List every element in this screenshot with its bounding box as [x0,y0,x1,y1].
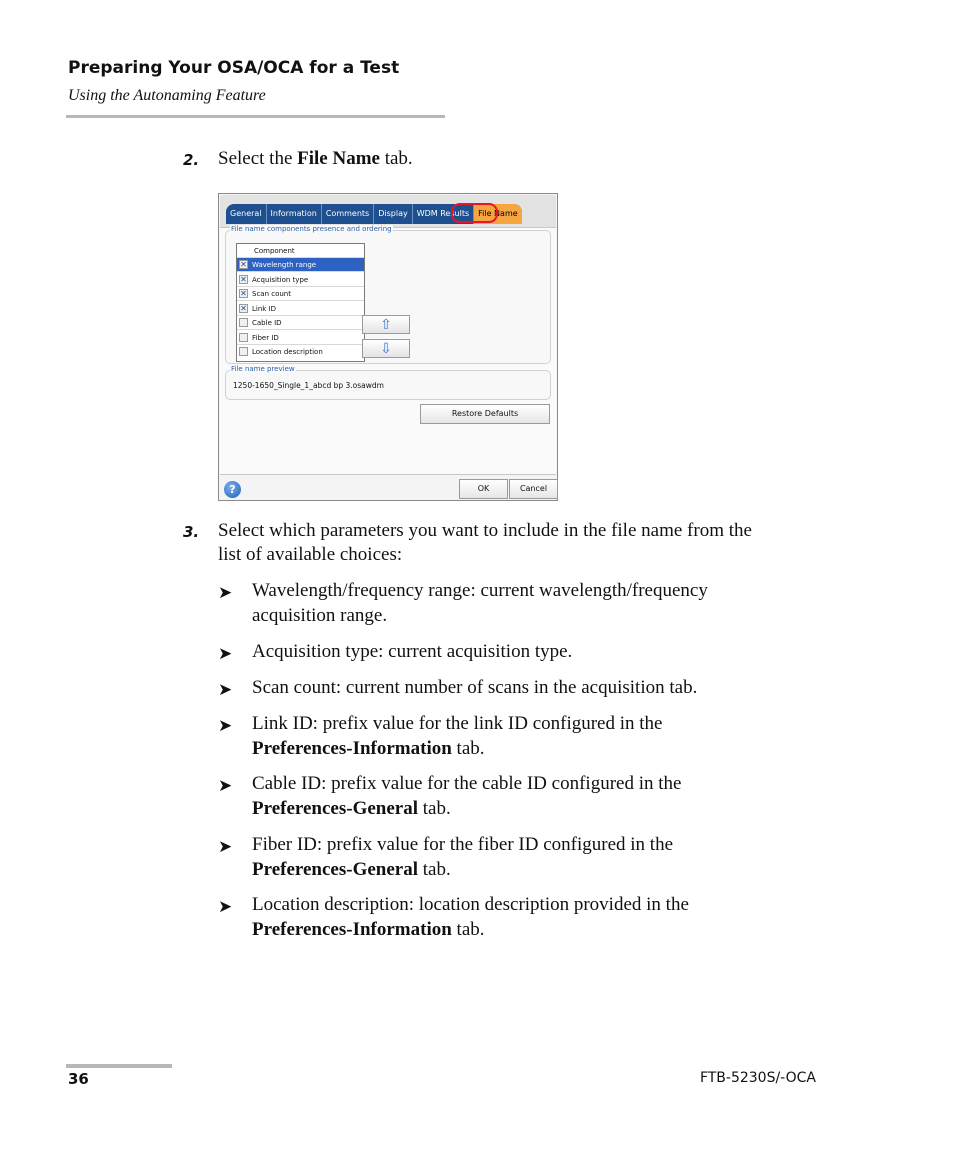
step-2-bold: File Name [297,148,380,169]
file-name-tab-screenshot [218,193,558,501]
bullet-wavelength-range: Wavelength/frequency range: current wavelength/frequency acquisition range. [252,580,708,626]
preview-group-title: File name preview [231,365,295,373]
step-3-number: 3. [183,523,200,541]
bullet-acquisition-type: Acquisition type: current acquisition type. [252,641,573,662]
checkbox[interactable]: ✕ [240,304,247,313]
bullet-arrow-icon: ➤ [218,716,233,736]
bullet-arrow-icon: ➤ [218,644,233,664]
bullet-arrow-icon: ➤ [218,897,233,917]
page-number: 36 [68,1070,89,1088]
checkbox[interactable] [239,333,248,342]
list-item-scan-count[interactable]: ✕ Scan count [237,287,364,301]
footer-rule [66,1064,172,1068]
move-up-button[interactable] [362,315,410,334]
file-name-panel [220,225,556,475]
bullet-fiber-id: Fiber ID: prefix value for the fiber ID configured in the Preferences-General tab. [252,834,674,880]
file-name-preview: 1250-1650_Single_1_abcd bp 3.osawdm [233,381,384,390]
step-2-number: 2. [183,151,200,169]
components-group-title: File name components presence and ordering [231,225,392,233]
list-item-location-description[interactable]: Location description [237,345,364,359]
running-header-subtitle: Using the Autonaming Feature [68,87,266,104]
tab-bar [220,195,556,228]
bullet-arrow-icon: ➤ [218,776,233,796]
list-item-acquisition-type[interactable]: ✕ Acquisition type [237,273,364,287]
bullet-scan-count: Scan count: current number of scans in the acquisition tab. [252,677,698,698]
list-item-link-id[interactable]: ✕ Link ID [237,302,364,316]
cancel-button[interactable]: Cancel [509,479,558,499]
running-header-title: Preparing Your OSA/OCA for a Test [68,58,400,78]
list-item-fiber-id[interactable]: Fiber ID [237,331,364,345]
components-group [225,225,551,364]
checkbox[interactable]: ✕ [240,289,247,298]
help-icon[interactable]: ? [224,481,241,498]
bullet-arrow-icon: ➤ [218,680,233,700]
bullet-arrow-icon: ➤ [218,583,233,603]
header-rule [66,115,445,118]
components-list-header: Component [237,244,364,258]
tab-comments[interactable]: Comments [322,204,374,224]
step-3-text: Select which parameters you want to include in the file name from the list of available choices: [218,520,752,565]
checkbox[interactable]: ✕ [240,260,247,269]
components-list [236,243,365,362]
restore-defaults-button[interactable]: Restore Defaults [420,404,550,424]
file-name-tab-highlight [451,203,498,223]
preview-group [225,365,551,400]
tab-wdm-results[interactable]: WDM Results [413,204,474,224]
tab-file-name[interactable]: File Name [474,204,522,224]
bullet-cable-id: Cable ID: prefix value for the cable ID configured in the Preferences-General tab. [252,773,682,819]
list-item-wavelength-range[interactable]: ✕ Wavelength range [237,258,364,272]
ok-button[interactable]: OK [459,479,508,499]
move-down-button[interactable] [362,339,410,358]
bullet-arrow-icon: ➤ [218,837,233,857]
bullet-location-description: Location description: location description provided in the Preferences-Information tab. [252,894,689,940]
tab-display[interactable]: Display [374,204,413,224]
tab-information[interactable]: Information [267,204,322,224]
step-2-text: Select the File Name tab. [218,148,413,169]
tab-general[interactable]: General [226,204,267,224]
checkbox[interactable] [239,347,248,356]
list-item-cable-id[interactable]: Cable ID [237,316,364,330]
footer-model: FTB-5230S/-OCA [699,1070,816,1086]
up-arrow-icon: ⇧ [380,317,392,333]
down-arrow-icon: ⇩ [380,341,392,357]
checkbox[interactable] [239,318,248,327]
bullet-link-id: Link ID: prefix value for the link ID configured in the Preferences-Information tab. [252,713,663,759]
checkbox[interactable]: ✕ [240,275,247,284]
